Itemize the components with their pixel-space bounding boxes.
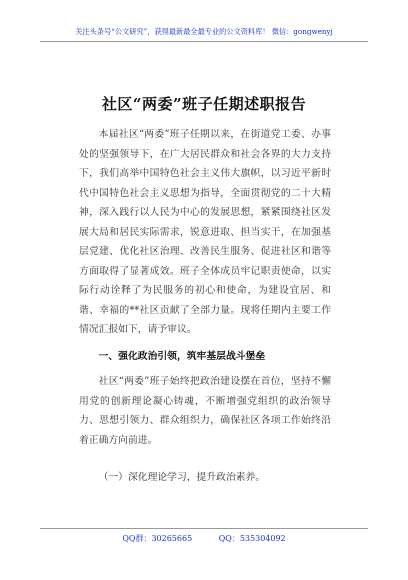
section-heading: 一、强化政治引领，筑牢基层战斗堡垒 bbox=[98, 351, 266, 362]
intro-paragraph: 本届社区“两委”班子任期以来，在街道党工委、办事处的坚强领导下，在广大居民群众和社会各界的大力支持下，我们高举中国特色社会主义伟大旗帜，以习近平新时代中国特色社会主义思想为指导，全面贯彻党的二十大精神，深入践行以人民为中心的发展思想，紧紧围绕社区发展大局和居民实际需求，锐意进取、担当实干，在加强基层党建、优化社区治理、改善民生服务、促进社区和谐等方面取得了显著成效。班子全体成员牢记职责使命，以实际行动诠释了为民服务的初心和使命，为建设宜居、和谐、幸福的**社区贡献了全部力量。现将任期内主要工作情况汇报如下，请予审议。 bbox=[79, 129, 331, 335]
footer-divider bbox=[40, 528, 368, 529]
qq-group-number: QQ群：30265665 bbox=[122, 534, 193, 543]
header-divider bbox=[40, 41, 368, 42]
header-banner: 关注头条号“公文研究”，获得最新最全最专业的公文资料库！ 微信：gongwenyj bbox=[75, 27, 333, 36]
section-paragraph: 社区“两委”班子始终把政治建设摆在首位，坚持不懈用党的创新理论凝心铸魂，不断增强党组织的政治领导力、思想引领力、群众组织力，确保社区各项工作始终沿着正确方向前进。 bbox=[79, 376, 331, 446]
footer-contact bbox=[0, 533, 408, 544]
document-title: 社区“两委”班子任期述职报告 bbox=[101, 95, 307, 113]
subsection-heading: （一）深化理论学习，提升政治素养。 bbox=[98, 472, 266, 483]
qq-number: QQ：535304092 bbox=[218, 534, 286, 543]
